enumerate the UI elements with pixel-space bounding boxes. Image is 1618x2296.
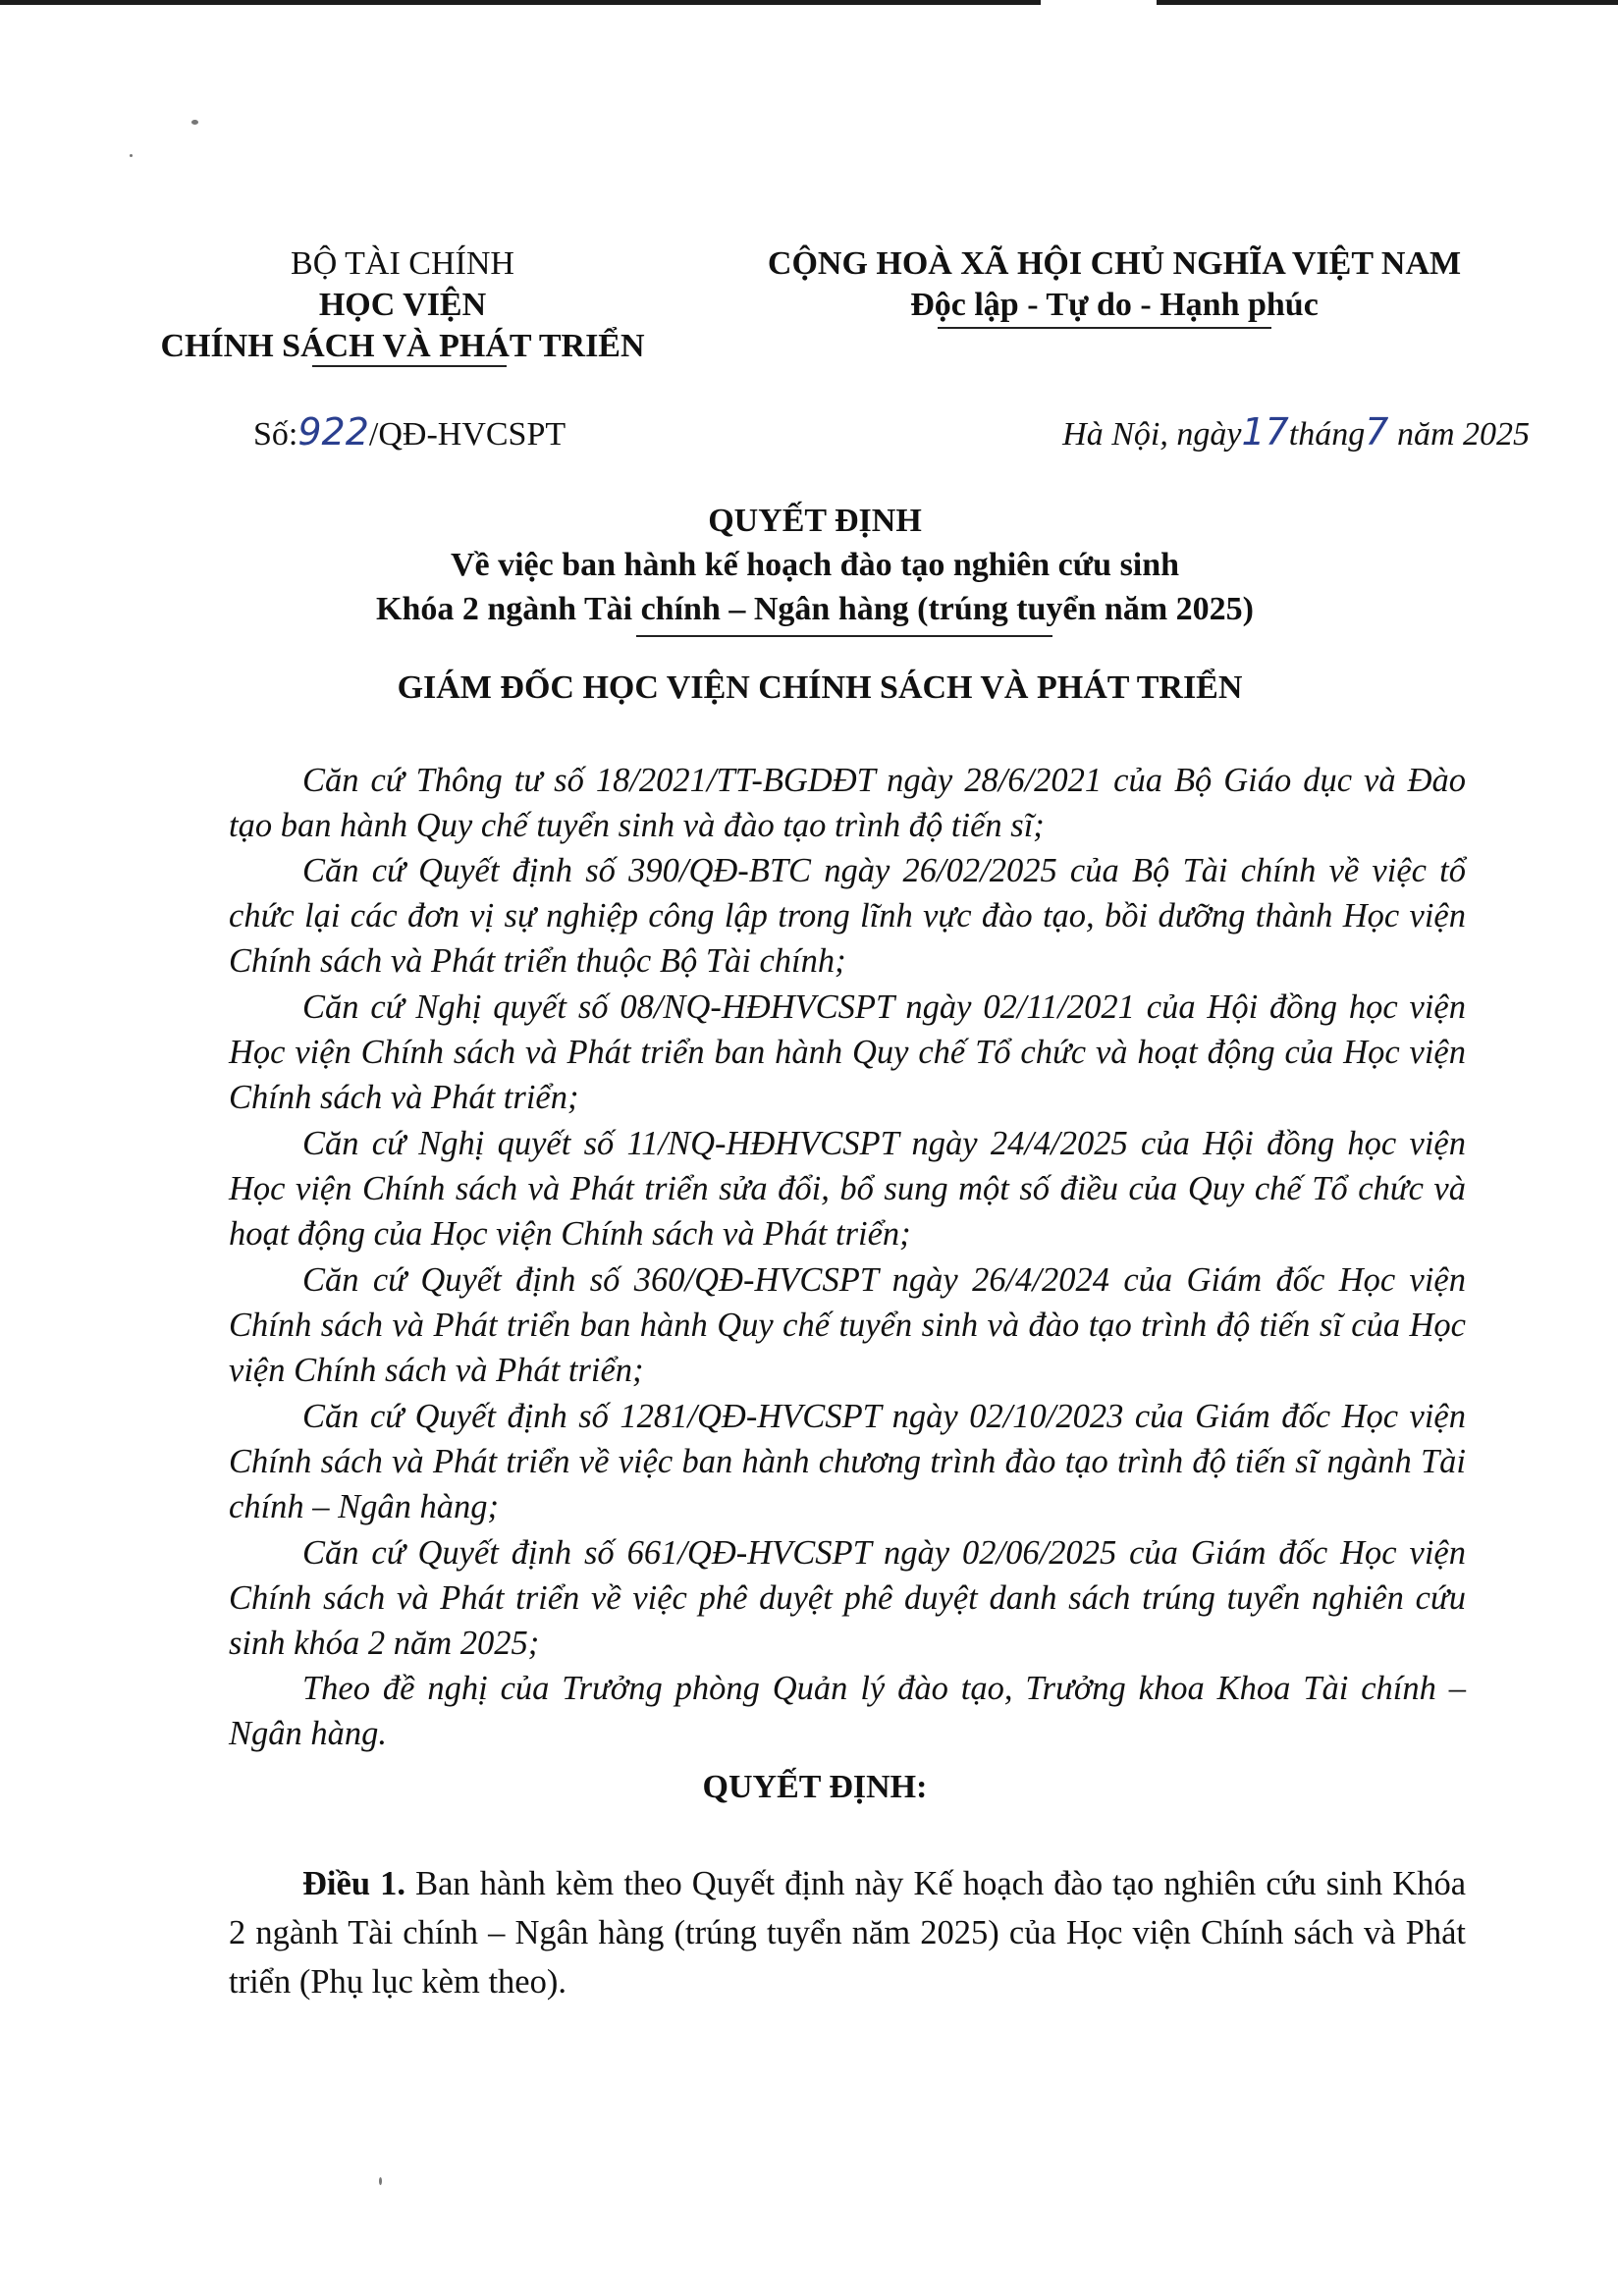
scan-speck — [191, 120, 198, 125]
doc-number-prefix: Số: — [253, 416, 298, 453]
legal-basis-2: Căn cứ Quyết định số 390/QĐ-BTC ngày 26/02/2025 của Bộ Tài chính về việc tổ chức lại các đơn vị sự nghiệp công lập trong lĩnh vực đào tạo, bồi dưỡng thành Học viện Chính sách và Phát triển thuộc Bộ Tài chính; — [229, 852, 1466, 980]
title-subject-line1: Về việc ban hành kế hoạch đào tạo nghiên cứu sinh — [450, 547, 1180, 583]
doc-number-suffix: /QĐ-HVCSPT — [368, 416, 566, 453]
place-day-label: Hà Nội, ngày — [1062, 416, 1242, 453]
document-title — [196, 499, 1433, 631]
issuing-agency-block — [137, 243, 668, 367]
month-label: tháng — [1288, 416, 1366, 453]
title-subject-line2: Khóa 2 ngành Tài chính – Ngân hàng (trúng tuyển năm 2025) — [376, 591, 1254, 627]
institution-name-line2: CHÍNH SÁCH VÀ PHÁT TRIỂN — [160, 328, 645, 364]
national-motto-block — [722, 243, 1507, 326]
legal-basis-3: Căn cứ Nghị quyết số 08/NQ-HĐHVCSPT ngày 02/11/2021 của Hội đồng học viện Học viện Chính sách và Phát triển ban hành Quy chế Tổ chức và hoạt động của Học viện Chính sách và Phát triển; — [229, 988, 1466, 1116]
legal-basis-1: Căn cứ Thông tư số 18/2021/TT-BGDĐT ngày 28/6/2021 của Bộ Giáo dục và Đào tạo ban hành Quy chế tuyển sinh và đào tạo trình độ tiến sĩ; — [229, 762, 1466, 844]
document-number — [253, 410, 566, 456]
handwritten-month: 7 — [1365, 410, 1389, 454]
title-heading: QUYẾT ĐỊNH — [708, 503, 922, 539]
decision-heading: QUYẾT ĐỊNH: — [702, 1769, 928, 1805]
place-and-date — [1062, 410, 1530, 456]
legal-basis-5: Căn cứ Quyết định số 360/QĐ-HVCSPT ngày 26/4/2024 của Giám đốc Học viện Chính sách và Phát triển ban hành Quy chế tuyển sinh và đào tạo trình độ tiến sĩ của Học viện Chính sách và Phát triển; — [229, 1261, 1466, 1389]
year-text: năm 2025 — [1396, 416, 1530, 453]
title-underline — [636, 635, 1052, 637]
motto: Độc lập - Tự do - Hạnh phúc — [910, 287, 1319, 323]
institution-name-line1: HỌC VIỆN — [318, 287, 487, 323]
article-1-label: Điều 1. — [302, 1865, 405, 1902]
legal-basis-8: Theo đề nghị của Trưởng phòng Quản lý đào tạo, Trưởng khoa Khoa Tài chính – Ngân hàng. — [229, 1670, 1466, 1752]
legal-basis-7: Căn cứ Quyết định số 661/QĐ-HVCSPT ngày 02/06/2025 của Giám đốc Học viện Chính sách và Phát triển về việc phê duyệt phê duyệt danh sách trúng tuyển nghiên cứu sinh khóa 2 năm 2025; — [229, 1534, 1466, 1662]
article-1 — [229, 1859, 1466, 2006]
handwritten-doc-number: 922 — [297, 410, 369, 454]
legal-basis-4: Căn cứ Nghị quyết số 11/NQ-HĐHVCSPT ngày 24/4/2025 của Hội đồng học viện Học viện Chính sách và Phát triển sửa đổi, bổ sung một số điều của Quy chế Tổ chức và hoạt động của Học viện Chính sách và Phát triển; — [229, 1125, 1466, 1253]
scan-speck — [130, 154, 133, 157]
agency-underline — [312, 365, 507, 367]
country-name: CỘNG HOÀ XÃ HỘI CHỦ NGHĨA VIỆT NAM — [767, 245, 1462, 282]
scan-edge-left — [0, 0, 1041, 5]
scan-edge-right — [1157, 0, 1618, 5]
scan-speck — [379, 2177, 382, 2185]
motto-underline — [938, 327, 1271, 329]
handwritten-day: 17 — [1241, 410, 1289, 454]
article-1-text: Ban hành kèm theo Quyết định này Kế hoạch đào tạo nghiên cứu sinh Khóa 2 ngành Tài chính – Ngân hàng (trúng tuyển năm 2025) của Học viện Chính sách và Phát triển (Phụ lục kèm theo). — [229, 1865, 1467, 2001]
legal-basis-6: Căn cứ Quyết định số 1281/QĐ-HVCSPT ngày 02/10/2023 của Giám đốc Học viện Chính sách và Phát triển về việc ban hành chương trình đào tạo trình độ tiến sĩ ngành Tài chính – Ngân hàng; — [229, 1398, 1466, 1525]
issuing-authority: GIÁM ĐỐC HỌC VIỆN CHÍNH SÁCH VÀ PHÁT TRIỂN — [397, 669, 1243, 706]
ministry-name: BỘ TÀI CHÍNH — [291, 245, 514, 282]
